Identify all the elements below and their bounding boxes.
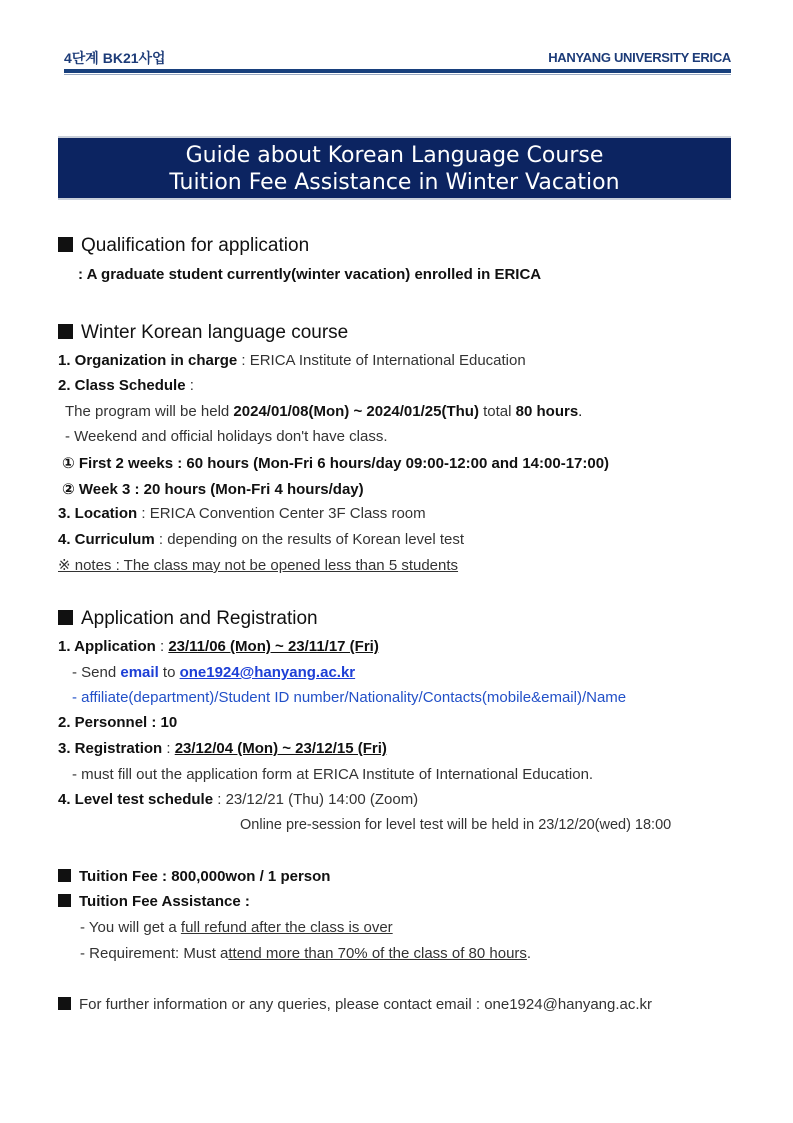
course-heading: Winter Korean language course	[58, 322, 348, 344]
schedule-row: 2. Class Schedule :	[58, 377, 194, 394]
requirement-row: - Requirement: Must attend more than 70% of the class of 80 hours.	[80, 945, 532, 962]
header-divider	[64, 69, 731, 73]
week3-row: ② Week 3 : 20 hours (Mon-Fri 4 hours/day)	[62, 481, 364, 498]
qualification-heading: Qualification for application	[58, 235, 309, 257]
registration-note: - must fill out the application form at ERICA Institute of International Education.	[72, 766, 594, 783]
fee-assistance-row: Tuition Fee Assistance :	[58, 893, 250, 910]
square-bullet-icon	[58, 997, 71, 1010]
title-banner	[58, 136, 731, 200]
location-row: 3. Location : ERICA Convention Center 3F Class room	[58, 505, 426, 522]
registration-row: 3. Registration : 23/12/04 (Mon) ~ 23/12/15 (Fri)	[58, 740, 387, 757]
personnel-row: 2. Personnel : 10	[58, 714, 178, 731]
square-bullet-icon	[58, 869, 71, 882]
level-test-row: 4. Level test schedule : 23/12/21 (Thu) 14:00 (Zoom)	[58, 791, 419, 808]
program-dates-row: The program will be held 2024/01/08(Mon) ~ 2024/01/25(Thu) total 80 hours.	[65, 403, 583, 420]
qualification-text: : A graduate student currently(winter vacation) enrolled in ERICA	[78, 266, 542, 283]
title-line-1: Guide about Korean Language Course	[185, 143, 604, 168]
square-bullet-icon	[58, 237, 73, 252]
header-university-name: HANYANG UNIVERSITY ERICA	[548, 50, 731, 65]
organization-row: 1. Organization in charge : ERICA Institute of International Education	[58, 352, 526, 369]
application-period-row: 1. Application : 23/11/06 (Mon) ~ 23/11/17 (Fri)	[58, 638, 379, 655]
contact-row: For further information or any queries, please contact email : one1924@hanyang.ac.kr	[58, 996, 652, 1013]
application-heading: Application and Registration	[58, 608, 318, 630]
refund-row: - You will get a full refund after the class is over	[80, 919, 393, 936]
notes-row: ※ notes : The class may not be opened less than 5 students	[58, 557, 459, 574]
online-session-row: Online pre-session for level test will be held in 23/12/20(wed) 18:00	[240, 817, 672, 833]
header-divider-thin	[64, 74, 731, 75]
square-bullet-icon	[58, 894, 71, 907]
send-email-row: - Send email to one1924@hanyang.ac.kr	[72, 664, 356, 681]
header-program-name: 4단계 BK21사업	[64, 50, 166, 66]
curriculum-row: 4. Curriculum : depending on the results of Korean level test	[58, 531, 465, 548]
tuition-fee-row: Tuition Fee : 800,000won / 1 person	[58, 868, 330, 885]
square-bullet-icon	[58, 610, 73, 625]
email-link[interactable]: one1924@hanyang.ac.kr	[179, 664, 356, 681]
weekend-note: - Weekend and official holidays don't have class.	[65, 428, 388, 445]
first-weeks-row: ① First 2 weeks : 60 hours (Mon-Fri 6 hours/day 09:00-12:00 and 14:00-17:00)	[62, 455, 610, 472]
square-bullet-icon	[58, 324, 73, 339]
required-fields-row: - affiliate(department)/Student ID number/Nationality/Contacts(mobile&email)/Name	[72, 689, 627, 706]
title-line-2: Tuition Fee Assistance in Winter Vacation	[169, 170, 620, 195]
